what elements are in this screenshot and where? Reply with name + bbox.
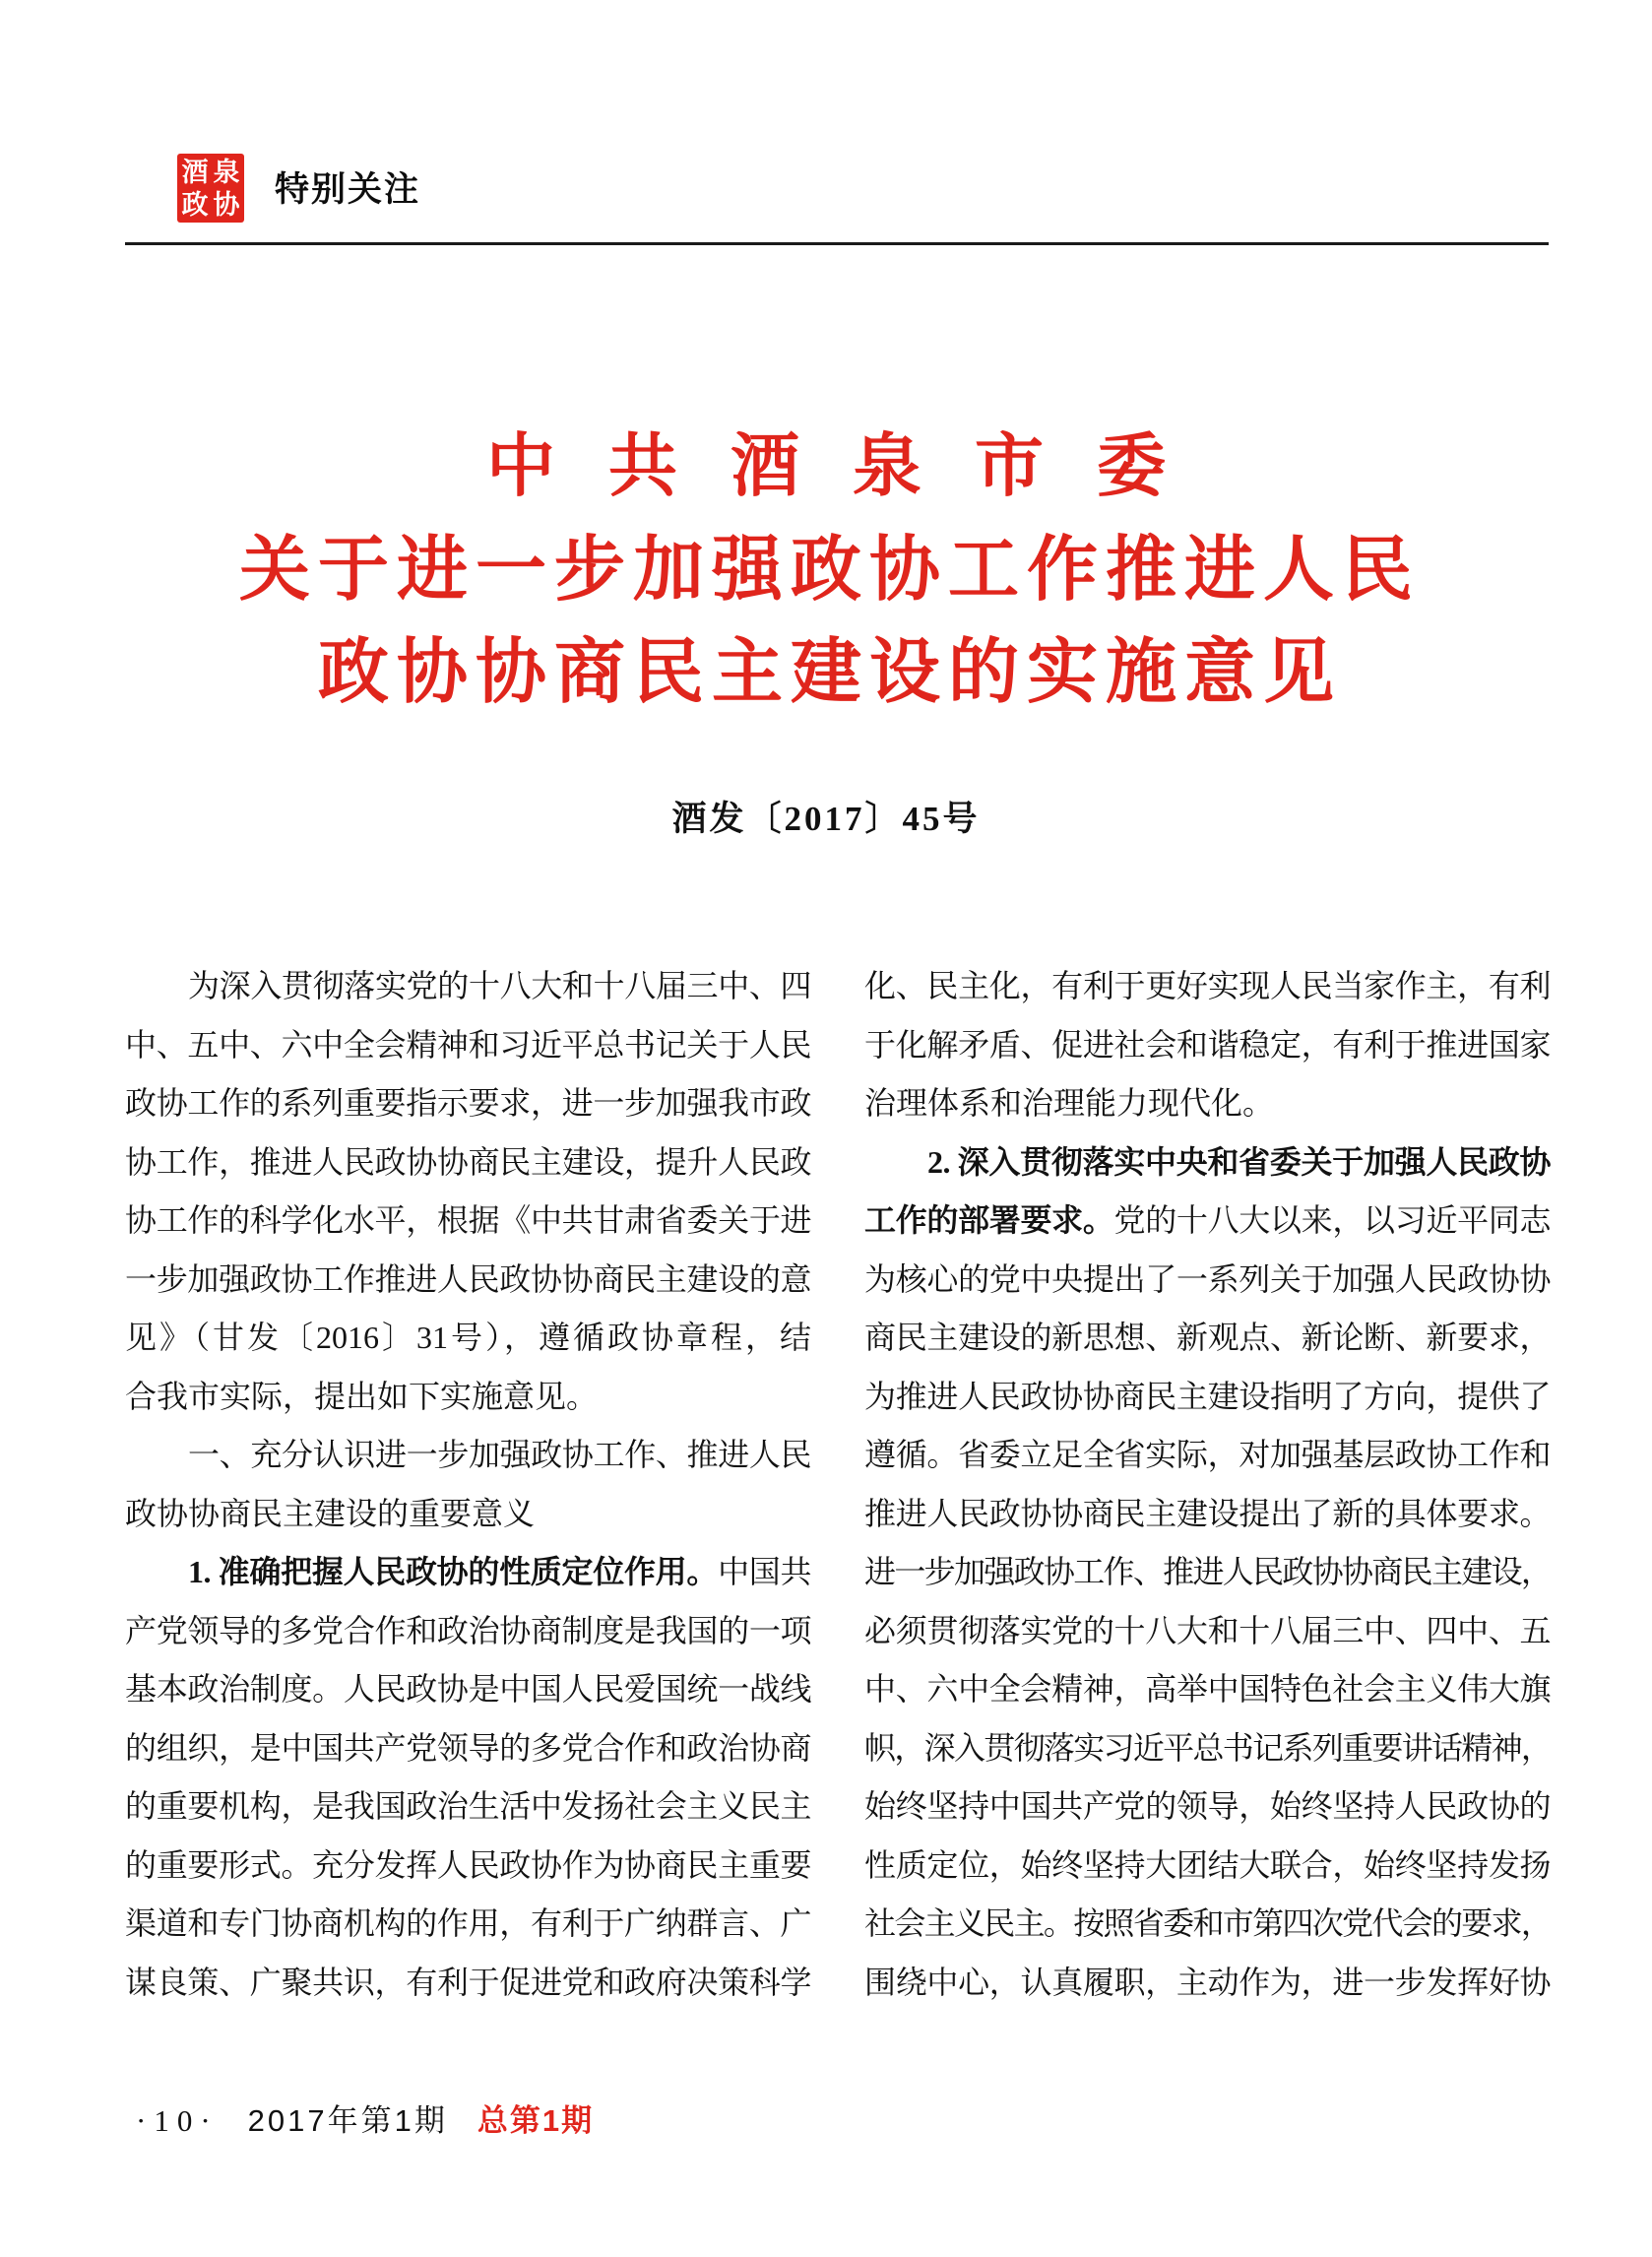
text-column-left — [125, 957, 811, 2012]
title-line-1: 中共酒泉市委 — [486, 429, 1219, 505]
seal-character: 政 — [181, 189, 209, 220]
text-line: 1. 准确把握人民政协的性质定位作用。中国共 — [188, 1554, 812, 1589]
text-line: 社会主义民主。按照省委和市第四次党代会的要求， — [864, 1905, 1551, 1941]
text-line: 帜，深入贯彻落实习近平总书记系列重要讲话精神， — [864, 1729, 1551, 1766]
text-line: 渠道和专门协商机构的作用，有利于广纳群言、广 — [125, 1905, 811, 1941]
text-line: 于化解矛盾、促进社会和谐稳定，有利于推进国家 — [864, 1026, 1551, 1063]
document-title — [0, 417, 1652, 724]
title-line-3: 政协协商民主建设的实施意见 — [317, 633, 1342, 712]
text-line: 必须贯彻落实党的十八大和十八届三中、四中、五 — [864, 1612, 1551, 1648]
text-line: 合我市实际，提出如下实施意见。 — [125, 1378, 599, 1414]
body-columns — [125, 957, 1551, 2012]
issue-number: 2017年第1期 — [247, 2103, 448, 2138]
seal-character: 酒 — [181, 157, 209, 187]
text-line: 中、五中、六中全会精神和习近平总书记关于人民 — [125, 1026, 811, 1063]
text-line: 为深入贯彻落实党的十八大和十八届三中、四 — [188, 968, 811, 1003]
title-line-2: 关于进一步加强政协工作推进人民 — [238, 531, 1421, 610]
text-line: 的组织，是中国共产党领导的多党合作和政治协商 — [125, 1729, 811, 1766]
text-line: 进一步加强政协工作、推进人民政协协商民主建设， — [864, 1554, 1551, 1589]
text-line: 协工作，推进人民政协协商民主建设，提升人民政 — [125, 1143, 811, 1180]
text-column-right — [864, 957, 1551, 2012]
section-title: 特别关注 — [275, 170, 421, 209]
text-line: 中、六中全会精神，高举中国特色社会主义伟大旗 — [864, 1671, 1551, 1707]
text-line: 遵循。省委立足全省实际，对加强基层政协工作和 — [864, 1437, 1551, 1472]
text-line: 为推进人民政协协商民主建设指明了方向，提供了 — [864, 1378, 1551, 1414]
seal-character: 协 — [213, 189, 240, 220]
text-line: 见》（甘发〔2016〕31号），遵循政协章程，结 — [125, 1320, 811, 1355]
text-line: 政协协商民主建设的重要意义 — [125, 1495, 536, 1531]
divider — [125, 242, 1549, 245]
text-line: 政协工作的系列重要指示要求，进一步加强我市政 — [125, 1085, 811, 1121]
seal-logo — [177, 154, 244, 223]
text-line: 的重要形式。充分发挥人民政协作为协商民主重要 — [125, 1846, 811, 1883]
text-line: 工作的部署要求。党的十八大以来，以习近平同志 — [864, 1202, 1551, 1238]
cumulative-issue-badge: 总第1期 — [477, 2103, 595, 2138]
text-line: 2. 深入贯彻落实中央和省委关于加强人民政协 — [927, 1143, 1551, 1180]
text-line: 为核心的党中央提出了一系列关于加强人民政协协 — [864, 1260, 1551, 1297]
text-line: 化、民主化，有利于更好实现人民当家作主，有利 — [864, 968, 1551, 1003]
text-line: 的重要机构，是我国政治生活中发扬社会主义民主 — [125, 1788, 811, 1824]
text-line: 始终坚持中国共产党的领导，始终坚持人民政协的 — [864, 1788, 1551, 1824]
text-line: 产党领导的多党合作和政治协商制度是我国的一项 — [125, 1612, 811, 1648]
text-line: 谋良策、广聚共识，有利于促进党和政府决策科学 — [125, 1964, 811, 2000]
text-line: 基本政治制度。人民政协是中国人民爱国统一战线 — [125, 1671, 811, 1707]
text-line: 性质定位，始终坚持大团结大联合，始终坚持发扬 — [864, 1846, 1551, 1883]
text-line: 商民主建设的新思想、新观点、新论断、新要求， — [864, 1320, 1551, 1355]
text-line: 治理体系和治理能力现代化。 — [864, 1085, 1275, 1121]
seal-character: 泉 — [213, 157, 240, 187]
page-footer — [136, 2103, 594, 2139]
text-line: 协工作的科学化水平，根据《中共甘肃省委关于进 — [125, 1202, 811, 1238]
doc-number: 酒发〔2017〕45号 — [671, 800, 981, 838]
text-line: 一、充分认识进一步加强政协工作、推进人民 — [188, 1437, 811, 1472]
text-line: 一步加强政协工作推进人民政协协商民主建设的意 — [125, 1260, 811, 1297]
text-line: 推进人民政协协商民主建设提出了新的具体要求。 — [864, 1495, 1551, 1531]
page-number: ·10· — [136, 2103, 219, 2138]
text-line: 围绕中心，认真履职，主动作为，进一步发挥好协 — [864, 1964, 1551, 2000]
